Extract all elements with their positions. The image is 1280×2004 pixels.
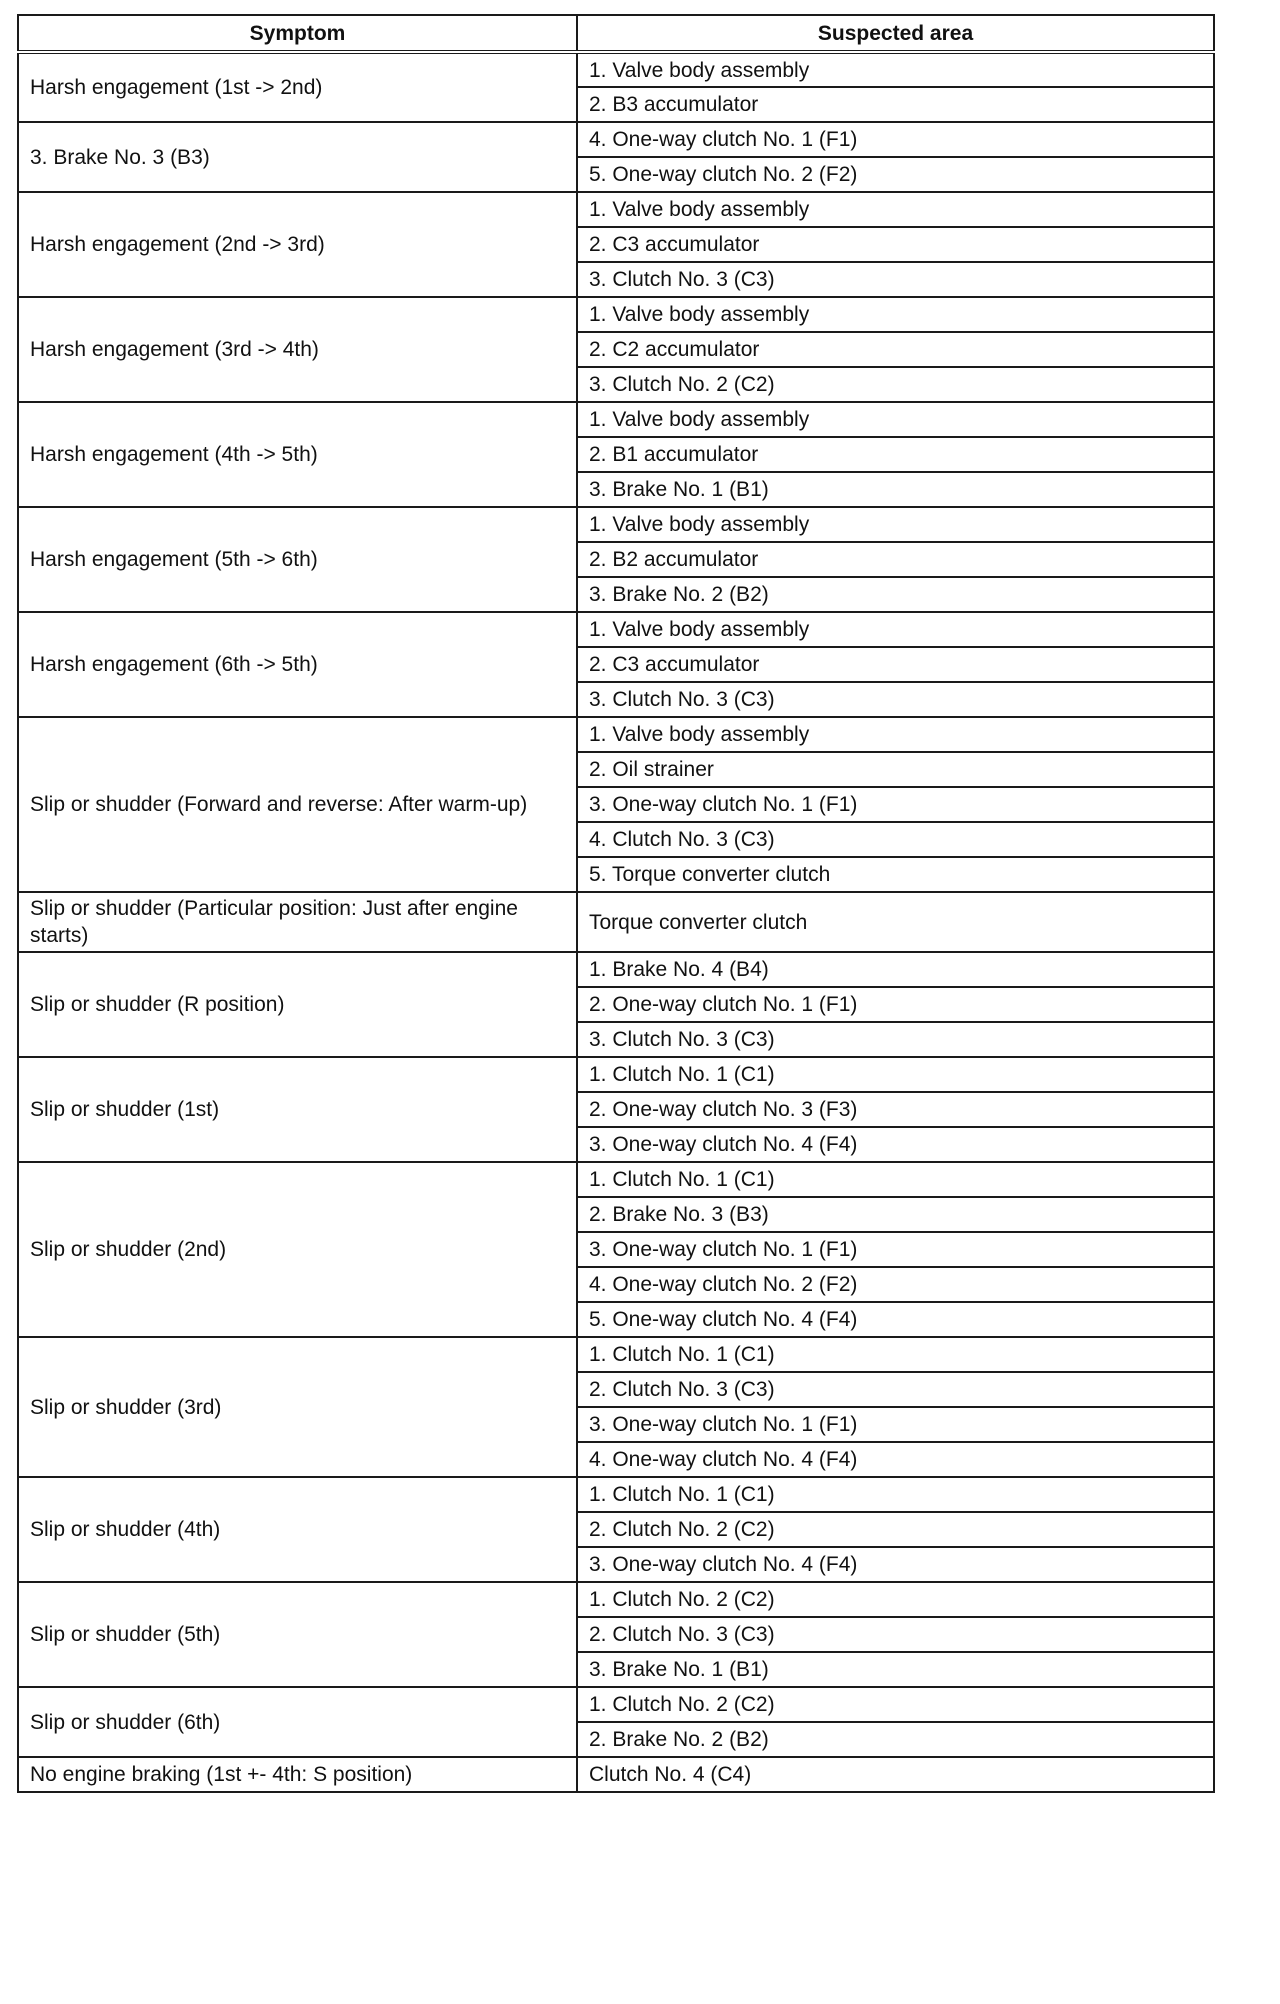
suspected-area-cell: 2. B2 accumulator (577, 542, 1214, 577)
symptom-cell: Slip or shudder (2nd) (18, 1162, 577, 1337)
suspected-area-cell: 1. Clutch No. 2 (C2) (577, 1582, 1214, 1617)
suspected-area-cell: 5. Torque converter clutch (577, 857, 1214, 892)
suspected-area-cell: 1. Valve body assembly (577, 192, 1214, 227)
table-row (18, 1582, 1214, 1617)
suspected-area-cell: 1. Clutch No. 1 (C1) (577, 1057, 1214, 1092)
symptom-cell: No engine braking (1st +- 4th: S position) (18, 1757, 577, 1792)
suspected-area-cell: 2. Oil strainer (577, 752, 1214, 787)
suspected-area-cell: 4. Clutch No. 3 (C3) (577, 822, 1214, 857)
suspected-area-cell: 2. B3 accumulator (577, 87, 1214, 122)
table-body (18, 52, 1214, 1792)
symptom-table (17, 14, 1215, 1793)
suspected-area-cell: 5. One-way clutch No. 4 (F4) (577, 1302, 1214, 1337)
table-row (18, 402, 1214, 437)
suspected-area-cell: 4. One-way clutch No. 1 (F1) (577, 122, 1214, 157)
suspected-area-cell: 1. Clutch No. 2 (C2) (577, 1687, 1214, 1722)
suspected-area-cell: 5. One-way clutch No. 2 (F2) (577, 157, 1214, 192)
header-symptom: Symptom (18, 15, 577, 52)
suspected-area-cell: 2. Brake No. 2 (B2) (577, 1722, 1214, 1757)
table-row (18, 297, 1214, 332)
symptom-cell: Harsh engagement (6th -> 5th) (18, 612, 577, 717)
symptom-cell: 3. Brake No. 3 (B3) (18, 122, 577, 192)
table-row (18, 1477, 1214, 1512)
suspected-area-cell: 3. One-way clutch No. 4 (F4) (577, 1547, 1214, 1582)
table-row (18, 122, 1214, 157)
suspected-area-cell: 1. Valve body assembly (577, 717, 1214, 752)
symptom-cell: Harsh engagement (1st -> 2nd) (18, 52, 577, 122)
suspected-area-cell: 2. One-way clutch No. 3 (F3) (577, 1092, 1214, 1127)
suspected-area-cell: 1. Valve body assembly (577, 297, 1214, 332)
suspected-area-cell: 2. C3 accumulator (577, 227, 1214, 262)
table-row (18, 1757, 1214, 1792)
suspected-area-cell: 3. Brake No. 1 (B1) (577, 472, 1214, 507)
suspected-area-cell: 3. Clutch No. 3 (C3) (577, 262, 1214, 297)
table-row (18, 892, 1214, 952)
table-header (18, 15, 1214, 52)
table-row (18, 192, 1214, 227)
table-row (18, 952, 1214, 987)
header-suspected-area: Suspected area (577, 15, 1214, 52)
suspected-area-cell: 2. Clutch No. 3 (C3) (577, 1372, 1214, 1407)
symptom-cell: Slip or shudder (4th) (18, 1477, 577, 1582)
suspected-area-cell: 2. Clutch No. 2 (C2) (577, 1512, 1214, 1547)
symptom-cell: Harsh engagement (3rd -> 4th) (18, 297, 577, 402)
suspected-area-cell: 3. Brake No. 2 (B2) (577, 577, 1214, 612)
symptom-cell: Harsh engagement (4th -> 5th) (18, 402, 577, 507)
suspected-area-cell: 2. Clutch No. 3 (C3) (577, 1617, 1214, 1652)
symptom-cell: Slip or shudder (1st) (18, 1057, 577, 1162)
suspected-area-cell: 3. One-way clutch No. 1 (F1) (577, 787, 1214, 822)
symptom-cell: Slip or shudder (6th) (18, 1687, 577, 1757)
symptom-cell: Slip or shudder (5th) (18, 1582, 577, 1687)
suspected-area-cell: 2. B1 accumulator (577, 437, 1214, 472)
table-row (18, 717, 1214, 752)
suspected-area-cell: 4. One-way clutch No. 2 (F2) (577, 1267, 1214, 1302)
symptom-cell: Slip or shudder (R position) (18, 952, 577, 1057)
suspected-area-cell: 3. Clutch No. 2 (C2) (577, 367, 1214, 402)
table-row (18, 1687, 1214, 1722)
table-row (18, 507, 1214, 542)
table-row (18, 612, 1214, 647)
suspected-area-cell: 2. One-way clutch No. 1 (F1) (577, 987, 1214, 1022)
suspected-area-cell: 2. Brake No. 3 (B3) (577, 1197, 1214, 1232)
suspected-area-cell: 4. One-way clutch No. 4 (F4) (577, 1442, 1214, 1477)
suspected-area-cell: 2. C3 accumulator (577, 647, 1214, 682)
suspected-area-cell: 2. C2 accumulator (577, 332, 1214, 367)
suspected-area-cell: 1. Clutch No. 1 (C1) (577, 1162, 1214, 1197)
suspected-area-cell: 1. Clutch No. 1 (C1) (577, 1337, 1214, 1372)
suspected-area-cell: 1. Clutch No. 1 (C1) (577, 1477, 1214, 1512)
header-row (18, 15, 1214, 52)
suspected-area-cell: 1. Valve body assembly (577, 52, 1214, 87)
table-row (18, 1162, 1214, 1197)
suspected-area-cell: 3. One-way clutch No. 4 (F4) (577, 1127, 1214, 1162)
table-row (18, 1337, 1214, 1372)
suspected-area-cell: 3. Brake No. 1 (B1) (577, 1652, 1214, 1687)
symptom-cell: Slip or shudder (Forward and reverse: After warm-up) (18, 717, 577, 892)
symptom-cell: Slip or shudder (3rd) (18, 1337, 577, 1477)
table-row (18, 52, 1214, 87)
suspected-area-cell: 3. Clutch No. 3 (C3) (577, 682, 1214, 717)
suspected-area-cell: 1. Valve body assembly (577, 507, 1214, 542)
symptom-cell: Harsh engagement (5th -> 6th) (18, 507, 577, 612)
table-row (18, 1057, 1214, 1092)
suspected-area-cell: 3. One-way clutch No. 1 (F1) (577, 1232, 1214, 1267)
suspected-area-cell: Torque converter clutch (577, 892, 1214, 952)
symptom-cell: Harsh engagement (2nd -> 3rd) (18, 192, 577, 297)
suspected-area-cell: 1. Valve body assembly (577, 402, 1214, 437)
suspected-area-cell: 3. One-way clutch No. 1 (F1) (577, 1407, 1214, 1442)
suspected-area-cell: 1. Brake No. 4 (B4) (577, 952, 1214, 987)
symptom-cell: Slip or shudder (Particular position: Just after engine starts) (18, 892, 577, 952)
suspected-area-cell: 3. Clutch No. 3 (C3) (577, 1022, 1214, 1057)
suspected-area-cell: Clutch No. 4 (C4) (577, 1757, 1214, 1792)
suspected-area-cell: 1. Valve body assembly (577, 612, 1214, 647)
